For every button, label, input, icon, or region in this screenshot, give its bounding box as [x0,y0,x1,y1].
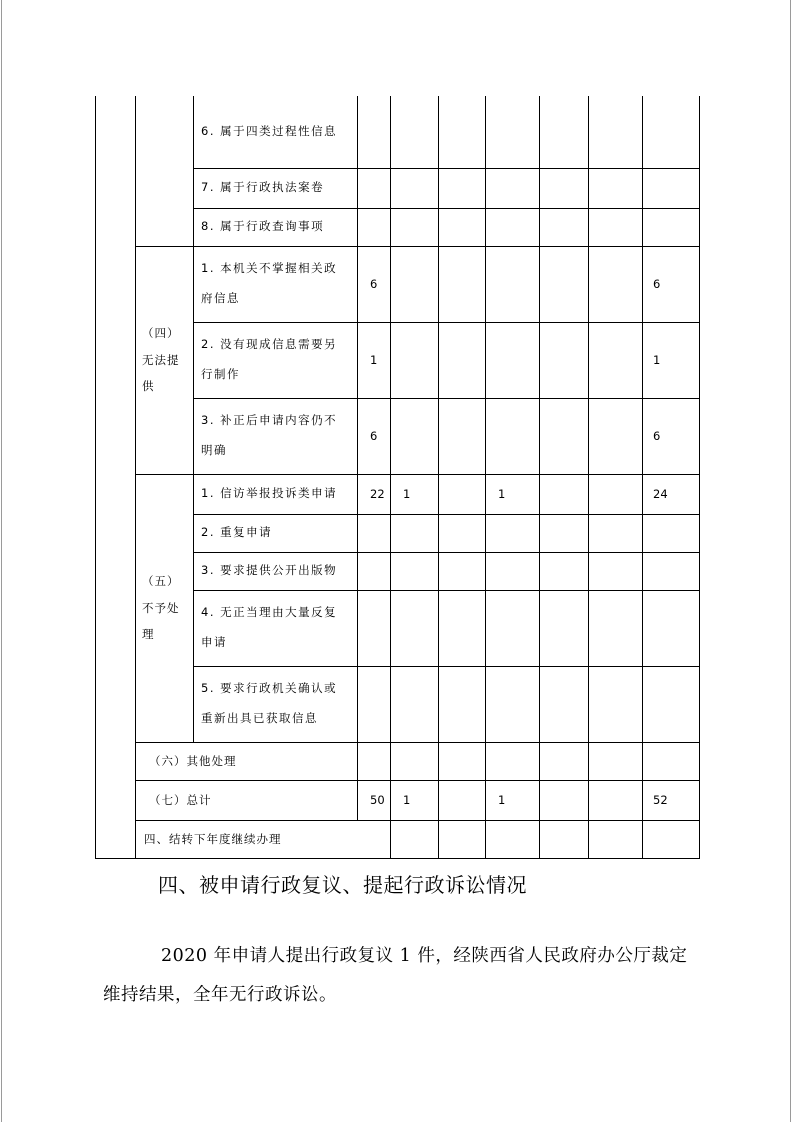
value-cell [439,820,486,858]
table-row [96,820,700,858]
table-row [96,780,700,820]
value-cell [540,780,589,820]
value-cell [391,208,439,246]
value-cell [540,168,589,208]
value-cell [589,742,643,780]
row-item-label: 3. 补正后申请内容仍不明确 [194,398,358,474]
value-cell [486,820,540,858]
value-cell [589,666,643,742]
value-cell [540,322,589,398]
value-cell [439,552,486,590]
value-cell [540,552,589,590]
value-cell [391,322,439,398]
value-cell: 1 [391,474,439,514]
value-cell [589,96,643,168]
value-cell [391,246,439,322]
value-cell [540,666,589,742]
value-cell [439,168,486,208]
statistics-table [95,96,700,859]
value-cell [439,246,486,322]
row-item-label: 1. 信访举报投诉类申请 [194,474,358,514]
section-heading: 四、被申请行政复议、提起行政诉讼情况 [158,873,527,897]
value-cell [486,590,540,666]
table-row [96,246,700,322]
value-cell [643,168,700,208]
value-cell [540,820,589,858]
section-paragraph: 2020 年申请人提出行政复议 1 件，经陕西省人民政府办公厅裁定维持结果，全年无行政诉讼。 [103,945,688,1005]
value-cell [358,590,391,666]
row-item-label: 2. 重复申请 [194,514,358,552]
value-cell [391,96,439,168]
value-cell: 6 [358,398,391,474]
value-cell [589,322,643,398]
category-label-line: （五） [142,574,180,589]
value-cell [358,514,391,552]
value-cell [643,742,700,780]
value-cell [643,552,700,590]
row-item-label: 6. 属于四类过程性信息 [194,96,358,168]
value-cell [439,780,486,820]
value-cell [643,666,700,742]
value-cell [358,742,391,780]
row-item-label: 2. 没有现成信息需要另行制作 [194,322,358,398]
group5-category-cell [136,474,194,742]
value-cell [589,246,643,322]
value-cell [486,552,540,590]
value-cell [486,666,540,742]
value-cell [540,590,589,666]
row-item-label: 8. 属于行政查询事项 [194,208,358,246]
value-cell [391,742,439,780]
value-cell [391,666,439,742]
value-cell [589,168,643,208]
value-cell [589,820,643,858]
value-cell [439,322,486,398]
value-cell [439,208,486,246]
value-cell: 6 [358,246,391,322]
total-label: （七）总计 [136,780,358,820]
value-cell [391,398,439,474]
value-cell [391,514,439,552]
value-cell [358,168,391,208]
value-cell [540,246,589,322]
value-cell [589,780,643,820]
value-cell [589,514,643,552]
group3-category-cell [136,96,194,246]
value-cell [439,398,486,474]
value-cell [540,208,589,246]
value-cell [439,666,486,742]
row-item-label: 4. 无正当理由大量反复申请 [194,590,358,666]
category-label-line: 供 [142,379,155,394]
value-cell [486,398,540,474]
category-label-line: 不予处 [142,600,180,615]
value-cell: 22 [358,474,391,514]
value-cell: 1 [391,780,439,820]
value-cell: 6 [643,246,700,322]
value-cell [540,742,589,780]
value-cell [486,96,540,168]
category-label-line: 无法提 [142,352,180,367]
value-cell: 6 [643,398,700,474]
value-cell [589,590,643,666]
value-cell [643,514,700,552]
value-cell [391,552,439,590]
value-cell [439,474,486,514]
value-cell [358,666,391,742]
value-cell [589,552,643,590]
value-cell: 1 [486,780,540,820]
other-handling-label: （六）其他处理 [136,742,358,780]
value-cell [358,208,391,246]
value-cell [358,96,391,168]
value-cell: 52 [643,780,700,820]
value-cell [486,514,540,552]
value-cell: 1 [358,322,391,398]
value-cell [540,514,589,552]
value-cell [439,590,486,666]
value-cell [486,322,540,398]
category-label-line: （四） [142,326,180,341]
value-cell [589,398,643,474]
value-cell: 1 [643,322,700,398]
value-cell [643,590,700,666]
value-cell [589,208,643,246]
value-cell [540,398,589,474]
value-cell [540,96,589,168]
value-cell [439,514,486,552]
value-cell [486,246,540,322]
table-row [96,474,700,514]
value-cell [391,168,439,208]
value-cell [486,208,540,246]
row-item-label: 3. 要求提供公开出版物 [194,552,358,590]
value-cell [589,474,643,514]
value-cell [439,96,486,168]
value-cell [358,552,391,590]
value-cell [643,820,700,858]
table-row [96,742,700,780]
value-cell: 1 [486,474,540,514]
left-margin-cell [96,96,136,858]
row-item-label: 7. 属于行政执法案卷 [194,168,358,208]
page-border-right [790,0,791,1122]
group4-category-cell [136,246,194,474]
carryover-label: 四、结转下年度继续办理 [136,820,391,858]
value-cell [391,820,439,858]
page-border-left [1,0,2,1122]
value-cell [391,590,439,666]
value-cell [643,96,700,168]
value-cell [486,742,540,780]
row-item-label: 1. 本机关不掌握相关政府信息 [194,246,358,322]
category-label-line: 理 [142,627,155,642]
row-item-label: 5. 要求行政机关确认或重新出具已获取信息 [194,666,358,742]
value-cell: 24 [643,474,700,514]
value-cell [643,208,700,246]
value-cell [439,742,486,780]
table-row [96,96,700,168]
value-cell: 50 [358,780,391,820]
value-cell [540,474,589,514]
value-cell [486,168,540,208]
